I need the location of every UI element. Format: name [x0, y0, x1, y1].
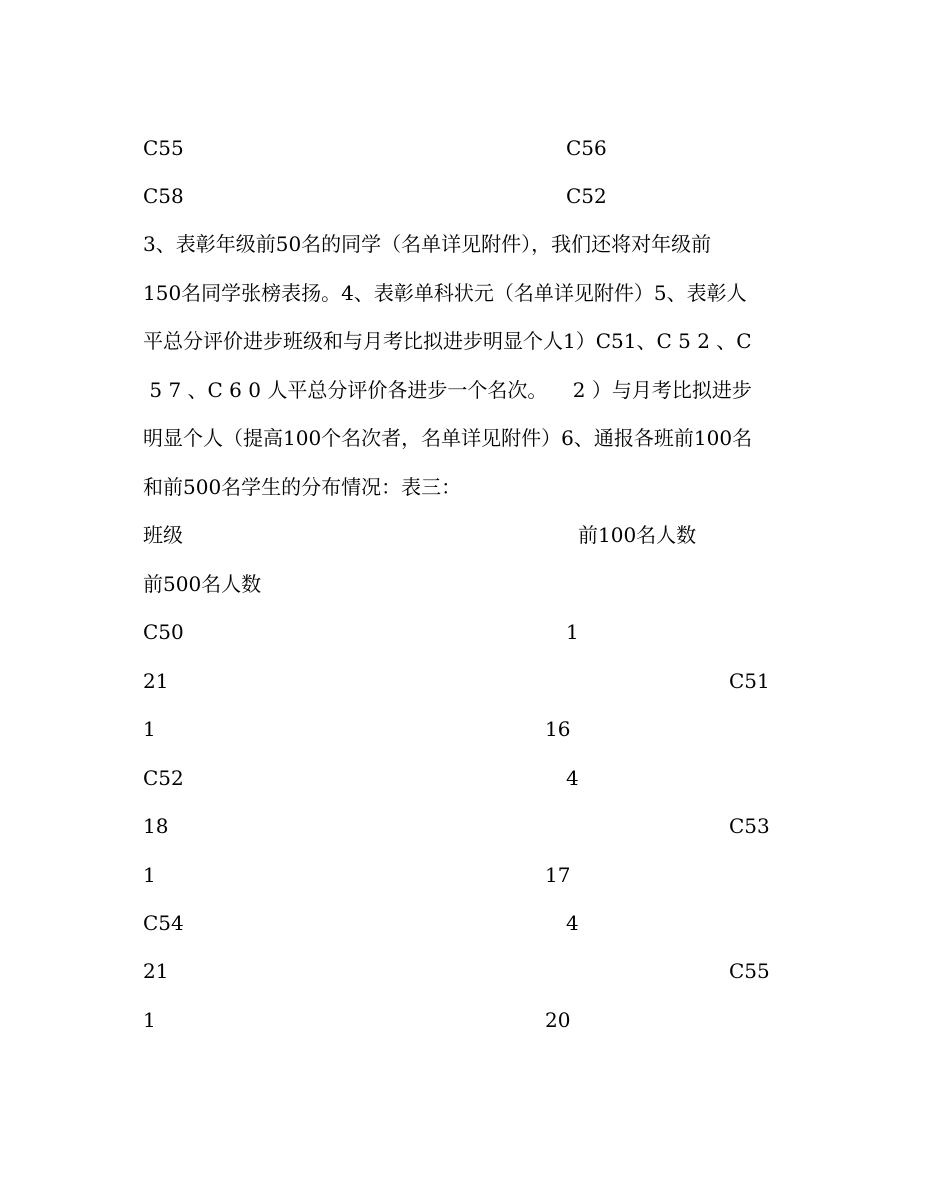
table-cell-class: C52 — [143, 766, 184, 790]
table-header-top500: 前500名人数 — [143, 572, 262, 596]
table-cell-top500: 21 — [143, 669, 169, 693]
table-cell-top500: 17 — [545, 863, 571, 887]
table-cell-top100: 4 — [566, 766, 579, 790]
table-header-class: 班级 — [143, 523, 183, 547]
table-cell-class: C54 — [143, 911, 184, 935]
paragraph-line: 和前500名学生的分布情况：表三： — [143, 475, 462, 499]
table-cell: C56 — [566, 136, 607, 160]
table-cell: C52 — [566, 184, 607, 208]
table-cell-top100: 1 — [143, 1008, 156, 1032]
paragraph-line: 平总分评价进步班级和与月考比拟进步明显个人1）C51、C 5 2 、C — [143, 329, 752, 353]
table-cell-top100: 1 — [143, 717, 156, 741]
table-cell-top500: 18 — [143, 814, 169, 838]
table-cell-class: C50 — [143, 620, 184, 644]
table-cell-top100: 1 — [566, 620, 579, 644]
table-cell-class: C51 — [729, 669, 770, 693]
paragraph-line: 5 7 、C 6 0 人平总分评价各进步一个名次。 2 ）与月考比拟进步 — [143, 378, 752, 402]
table-cell-class: C55 — [729, 959, 770, 983]
table-cell-top500: 21 — [143, 959, 169, 983]
table-cell-class: C53 — [729, 814, 770, 838]
paragraph-line: 150名同学张榜表扬。4、表彰单科状元（名单详见附件）5、表彰人 — [143, 281, 747, 305]
table-cell: C58 — [143, 184, 184, 208]
table-cell-top100: 4 — [566, 911, 579, 935]
paragraph-line: 明显个人（提高100个名次者，名单详见附件）6、通报各班前100名 — [143, 426, 753, 450]
table-cell: C55 — [143, 136, 184, 160]
table-cell-top500: 20 — [545, 1008, 571, 1032]
table-cell-top500: 16 — [545, 717, 571, 741]
table-cell-top100: 1 — [143, 863, 156, 887]
table-header-top100: 前100名人数 — [578, 523, 697, 547]
paragraph-line: 3、表彰年级前50名的同学（名单详见附件），我们还将对年级前 — [143, 232, 712, 256]
